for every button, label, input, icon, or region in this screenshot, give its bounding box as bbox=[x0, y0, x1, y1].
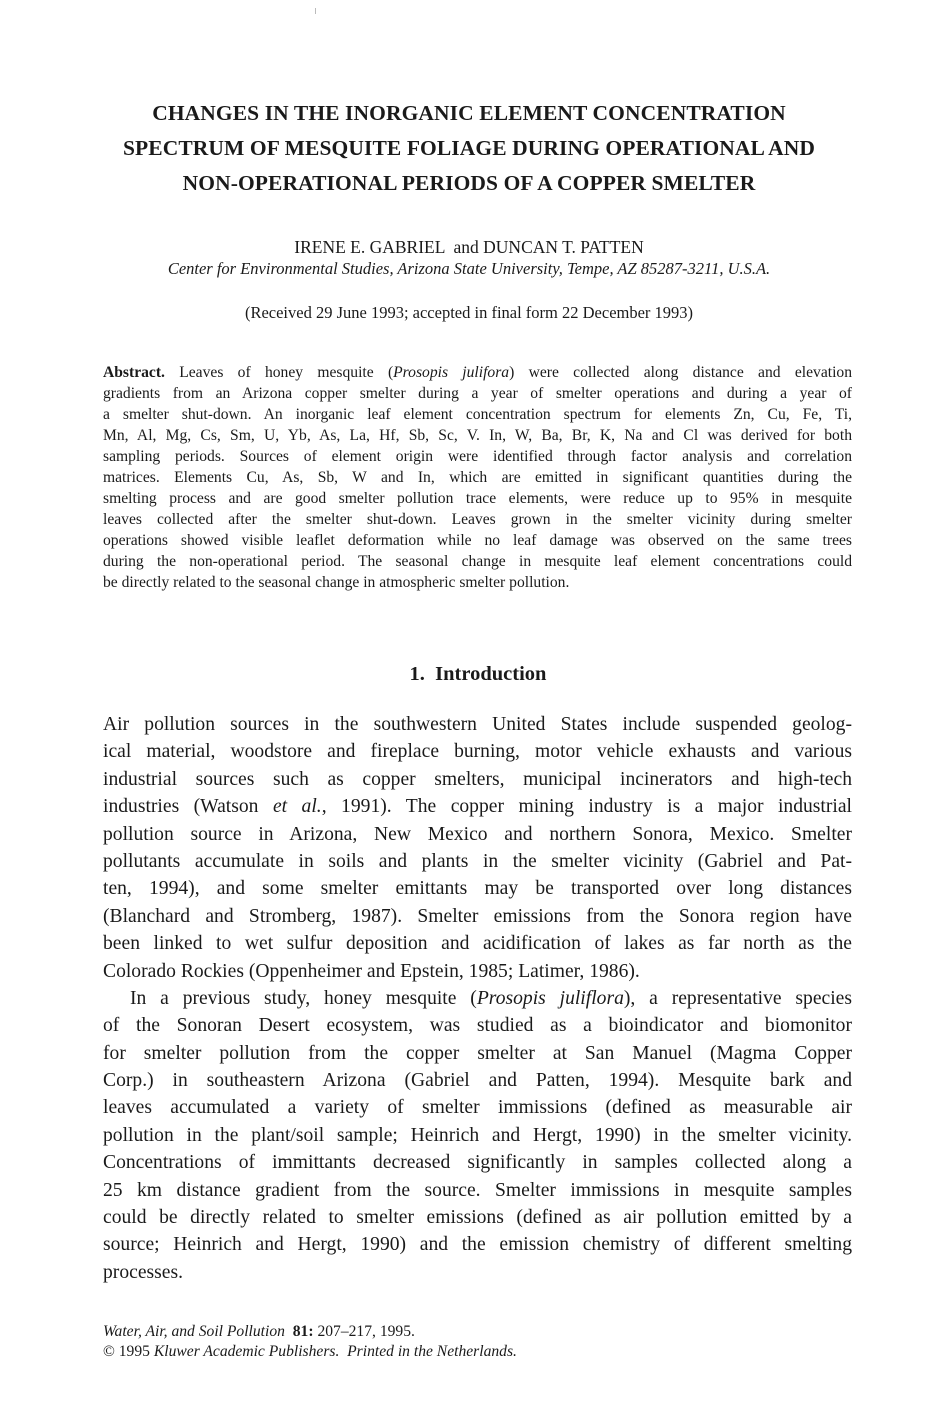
paragraph-line: source; Heinrich and Hergt, 1990) and the emission chemistry of different smelting bbox=[103, 1234, 852, 1256]
authors: IRENE E. GABRIEL and DUNCAN T. PATTEN bbox=[294, 237, 644, 257]
paragraph-line: of the Sonoran Desert ecosystem, was studied as a bioindicator and biomonitor bbox=[103, 1015, 852, 1037]
abstract-text: ) were collected along distance and elevation bbox=[509, 364, 852, 381]
journal-volume: 81: bbox=[292, 1323, 314, 1340]
paragraph-line: been linked to wet sulfur deposition and acidification of lakes as far north as the bbox=[103, 933, 852, 955]
copyright-icon: © bbox=[103, 1343, 115, 1360]
affiliation: Center for Environmental Studies, Arizona State University, Tempe, AZ 85287-3211, U.S.A. bbox=[167, 259, 771, 278]
abstract-text: Leaves of honey mesquite ( bbox=[179, 364, 394, 381]
paragraph-line: industrial sources such as copper smelters, municipal incinerators and high-tech bbox=[103, 768, 852, 790]
species-name: Prosopis julifora bbox=[393, 364, 510, 381]
species-name: Prosopis juliflora bbox=[476, 987, 624, 1009]
paragraph-line: processes. bbox=[103, 1261, 183, 1283]
paragraph-line bbox=[103, 985, 852, 1012]
scan-mark bbox=[315, 8, 316, 14]
copyright-line bbox=[103, 1342, 517, 1362]
abstract-line: be directly related to the seasonal change in atmospheric smelter pollution. bbox=[103, 574, 570, 591]
section-title: Introduction bbox=[435, 663, 547, 685]
copyright-year: 1995 bbox=[114, 1343, 154, 1360]
received-date: (Received 29 June 1993; accepted in final form 22 December 1993) bbox=[244, 303, 694, 322]
abstract-line: matrices. Elements Cu, As, Sb, W and In, which are emitted in significant quantities during the bbox=[103, 469, 852, 486]
citation-etal: et al. bbox=[272, 796, 322, 818]
paragraph-line: Concentrations of immittants decreased significantly in samples collected along a bbox=[103, 1152, 852, 1174]
title-line: CHANGES IN THE INORGANIC ELEMENT CONCENTRATION bbox=[152, 101, 786, 125]
abstract-line: during the non-operational period. The seasonal change in mesquite leaf element concentrations could bbox=[103, 553, 852, 570]
paragraph-text: In a previous study, honey mesquite ( bbox=[130, 987, 477, 1009]
citation-line bbox=[103, 1322, 517, 1342]
paragraph-line: leaves accumulated a variety of smelter immissions (defined as measurable air bbox=[103, 1097, 852, 1119]
journal-pages: 207–217, 1995. bbox=[313, 1323, 415, 1340]
abstract-line: sampling periods. Sources of element origin were identified through factor analysis and correlation bbox=[103, 448, 852, 465]
abstract-line: operations showed visible leaflet deformation while no leaf damage was observed on the same trees bbox=[103, 532, 852, 549]
body-text bbox=[103, 711, 852, 1286]
paragraph-line: for smelter pollution from the copper smelter at San Manuel (Magma Copper bbox=[103, 1042, 852, 1064]
abstract-line bbox=[103, 362, 852, 383]
paragraph-line bbox=[103, 793, 852, 820]
section-heading bbox=[0, 660, 938, 688]
abstract-line: leaves collected after the smelter shut-down. Leaves grown in the smelter vicinity during smelter bbox=[103, 511, 852, 528]
paragraph-line: Colorado Rockies (Oppenheimer and Epstein, 1985; Latimer, 1986). bbox=[103, 960, 640, 982]
title-line: NON-OPERATIONAL PERIODS OF A COPPER SMELTER bbox=[182, 171, 756, 195]
paragraph-line: pollution source in Arizona, New Mexico and northern Sonora, Mexico. Smelter bbox=[103, 823, 852, 845]
section-number: 1. bbox=[409, 663, 425, 685]
paragraph-line: could be directly related to smelter emissions (defined as air pollution emitted by a bbox=[103, 1207, 852, 1229]
paper-title bbox=[60, 96, 878, 201]
title-line: SPECTRUM OF MESQUITE FOLIAGE DURING OPERATIONAL AND bbox=[123, 136, 815, 160]
abstract-line: a smelter shut-down. An inorganic leaf element concentration spectrum for elements Zn, Cu, Fe, Ti, bbox=[103, 406, 852, 423]
paragraph-line: pollution in the plant/soil sample; Heinrich and Hergt, 1990) in the smelter vicinity. bbox=[103, 1124, 852, 1146]
paragraph-line: Corp.) in southeastern Arizona (Gabriel and Patten, 1994). Mesquite bark and bbox=[103, 1070, 852, 1092]
paragraph-line: ten, 1994), and some smelter emittants may be transported over long distances bbox=[103, 878, 852, 900]
journal-name: Water, Air, and Soil Pollution bbox=[103, 1323, 285, 1340]
paragraph-text: industries (Watson bbox=[103, 796, 273, 818]
abstract-line: gradients from an Arizona copper smelter during a year of smelter operations and during a year of bbox=[103, 385, 852, 402]
paragraph-line: pollutants accumulate in soils and plants in the smelter vicinity (Gabriel and Pat- bbox=[103, 850, 852, 872]
abstract-line: smelting process and are good smelter pollution trace elements, were reduce up to 95% in mesquite bbox=[103, 490, 852, 507]
abstract bbox=[103, 362, 852, 593]
publisher: Kluwer Academic Publishers. Printed in the Netherlands. bbox=[153, 1343, 517, 1360]
paragraph-line: (Blanchard and Stromberg, 1987). Smelter emissions from the Sonora region have bbox=[103, 905, 852, 927]
abstract-label: Abstract. bbox=[103, 364, 165, 381]
abstract-line: Mn, Al, Mg, Cs, Sm, U, Yb, As, La, Hf, Sb, Sc, V. In, W, Ba, Br, K, Na and Cl was derived for both bbox=[103, 427, 852, 444]
page-footer bbox=[103, 1322, 517, 1362]
paragraph-text: , 1991). The copper mining industry is a major industrial bbox=[321, 796, 852, 818]
paragraph-line: Air pollution sources in the southwestern United States include suspended geolog- bbox=[103, 714, 852, 735]
paragraph-text: ), a representative species bbox=[623, 987, 853, 1009]
paragraph-line: ical material, woodstore and fireplace burning, motor vehicle exhausts and various bbox=[103, 741, 852, 763]
paragraph-line: 25 km distance gradient from the source. Smelter immissions in mesquite samples bbox=[103, 1179, 852, 1201]
